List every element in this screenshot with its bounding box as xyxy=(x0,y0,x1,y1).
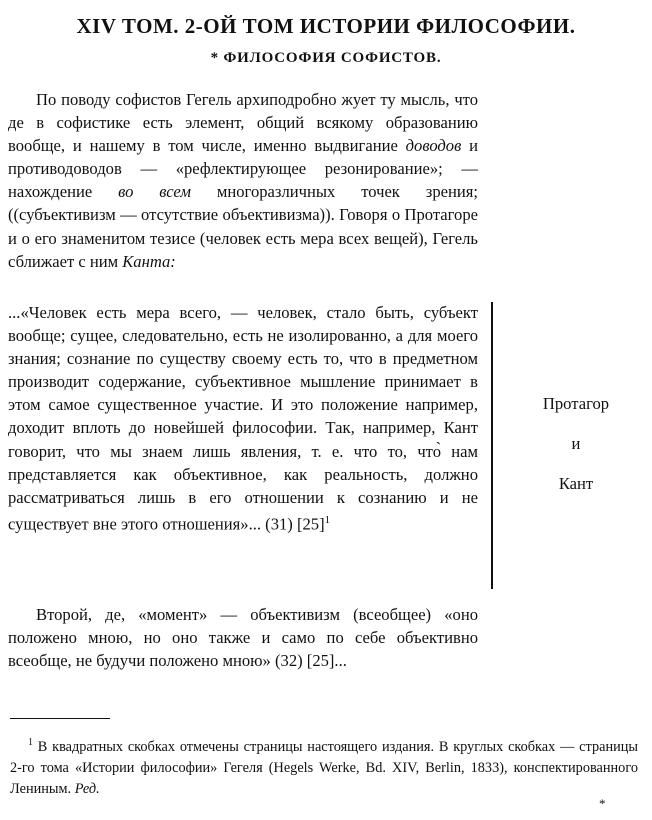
paragraph-1-text-c: многоразличных точек зрения; ((субъективизм — отсутствие объективизма)). Говоря о Протагоре и о его знаменитом тезисе (человек есть мера всех вещей), Гегель сближает с ним xyxy=(8,182,478,271)
emphasis-dovodov: доводов xyxy=(405,136,462,156)
page-title: XIV ТОМ. 2-ОЙ ТОМ ИСТОРИИ ФИЛОСОФИИ. xyxy=(76,14,576,38)
footnote-text: В квадратных скобках отмечены страницы настоящего издания. В круглых скобках — страницы 2-го тома «Истории философии» Гегеля (Hegels Werke, Bd. XIV, Berlin, 1833), конспектированного Лениным. xyxy=(10,738,638,797)
margin-note-kant: Кант xyxy=(558,474,594,493)
footnote-number: 1 xyxy=(28,737,33,748)
page-mark: * xyxy=(599,796,606,811)
margin-note-protagor: Протагор xyxy=(542,394,610,413)
emphasis-kanta: Канта: xyxy=(122,251,176,271)
footnote-editor: Ред. xyxy=(74,780,100,797)
paragraph-3 xyxy=(8,603,478,672)
footnote-reference: 1 xyxy=(324,513,331,526)
paragraph-1-text-b: и противодоводов — «рефлектирующее резонирование»; — нахождение xyxy=(8,136,478,202)
emphasis-vo-vsem: во всем xyxy=(118,182,191,202)
margin-note-and: и xyxy=(571,434,581,453)
quote-paragraph xyxy=(8,301,478,535)
footnote-rule xyxy=(10,718,110,719)
footnote xyxy=(10,732,638,800)
paragraph-1-text-a: По поводу софистов Гегель архиподробно жует ту мысль, что де в софистике есть элемент, общий всякому образованию вообще, и нашему в том числе, именно выдвигание xyxy=(8,90,478,156)
paragraph-1 xyxy=(8,88,478,273)
margin-bar xyxy=(491,302,493,589)
quote-text: ...«Человек есть мера всего, — человек, стало быть, субъект вообще; сущее, следовательно, есть не изолированно, а для моего знания; сознание по существу своему есть то, что в предметном производит содержание, субъективное мышление принимает в этом самое существенное участие. И это положение например, доходит вплоть до новейшей философии. Так, например, Кант говорит, что мы знаем лишь явления, т. е. что то, что̀ нам представляется как объективное, как реальность, должно рассматриваться лишь в его отношении к сознанию и не существует вне этого отношения»... (31) [25] xyxy=(8,303,478,534)
section-title: * ФИЛОСОФИЯ СОФИСТОВ. xyxy=(210,50,442,66)
paragraph-3-text: Второй, де, «момент» — объективизм (всеобщее) «оно положено мною, но оно также и само по себе объективно всеобще, не будучи положено мною» (32) [25]... xyxy=(8,605,478,671)
